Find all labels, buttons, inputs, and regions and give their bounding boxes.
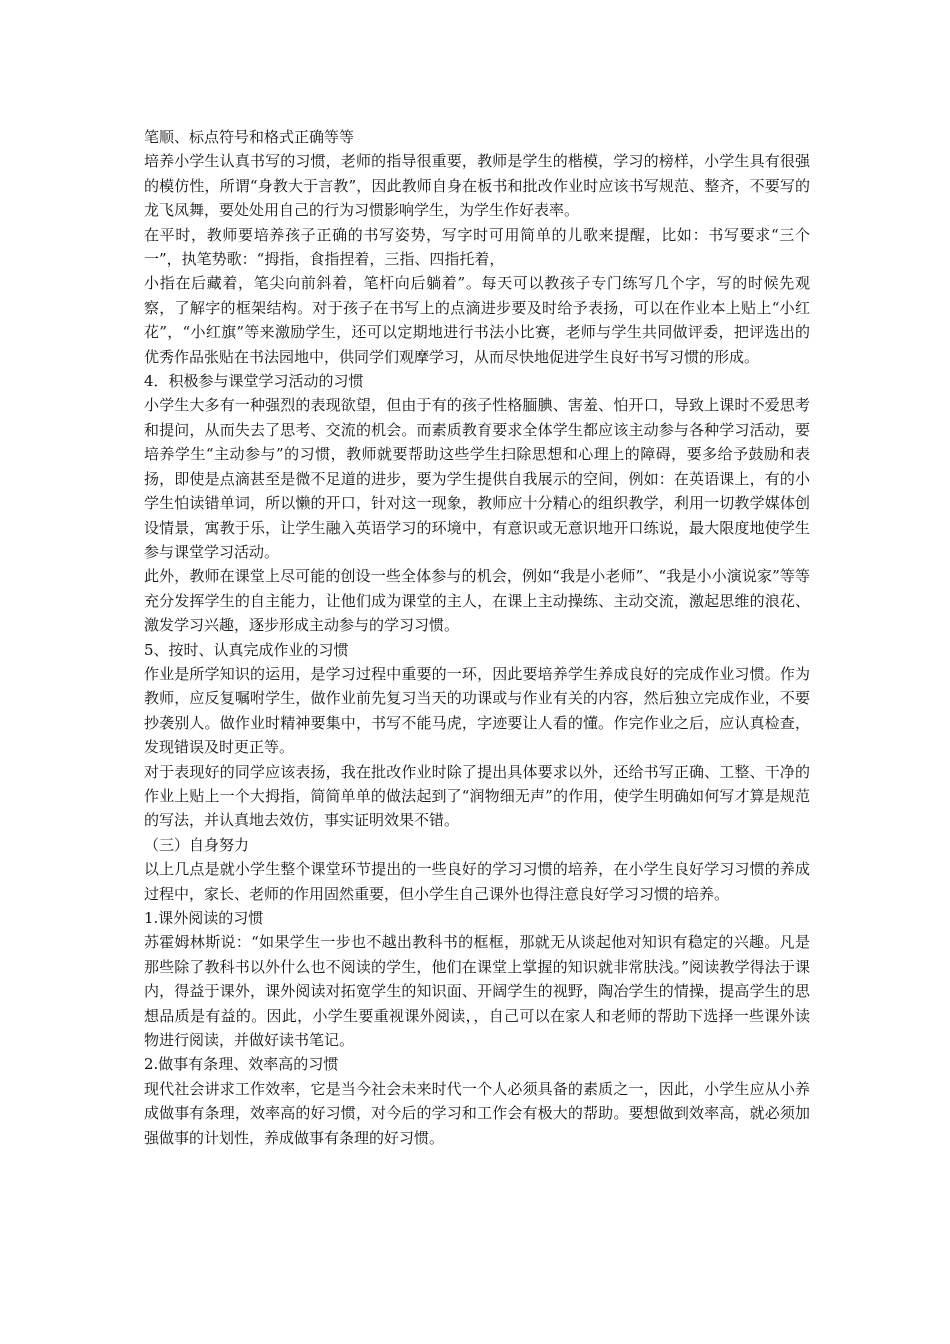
paragraph: 以上几点是就小学生整个课堂环节提出的一些良好的学习习惯的培养，在小学生良好学习习惯的养成过程中，家长、老师的作用固然重要，但小学生自己课外也得注意良好学习习惯的培养。 [144, 860, 810, 903]
paragraph: 培养小学生认真书写的习惯，老师的指导很重要，教师是学生的楷模，学习的榜样，小学生具有很强的模仿性，所谓“身教大于言教”，因此教师自身在板书和批改作业时应该书写规范、整齐，不要写的龙飞凤舞，要处处用自己的行为习惯影响学生，为学生作好表率。 [144, 152, 810, 220]
paragraph: 小指在后藏着，笔尖向前斜着，笔杆向后躺着”。每天可以教孩子专门练写几个字，写的时候先观察，了解字的框架结构。对于孩子在书写上的点滴进步要及时给予表扬，可以在作业本上贴上“小红花”，“小红旗”等来激励学生，还可以定期地进行书法小比赛，老师与学生共同做评委，把评选出的优秀作品张贴在书法园地中，供同学们观摩学习，从而尽快地促进学生良好书写习惯的形成。 [144, 274, 810, 366]
paragraph: 对于表现好的同学应该表扬，我在批改作业时除了提出具体要求以外，还给书写正确、工整、干净的作业上贴上一个大拇指，简简单单的做法起到了“润物细无声”的作用，使学生明确如何写才算是规范的写法，并认真地去效仿，事实证明效果不错。 [144, 762, 810, 830]
section-heading: 4．积极参与课堂学习活动的习惯 [144, 372, 364, 391]
paragraph: 作业是所学知识的运用，是学习过程中重要的一环，因此要培养学生养成良好的完成作业习惯。作为教师，应反复嘱咐学生，做作业前先复习当天的功课或与作业有关的内容，然后独立完成作业，不要抄袭别人。做作业时精神要集中，书写不能马虎，字迹要让人看的懂。作完作业之后，应认真检查，发现错误及时更正等。 [144, 664, 810, 757]
section-heading: （三）自身努力 [144, 835, 250, 854]
section-heading: 2.做事有条理、效率高的习惯 [144, 1055, 339, 1074]
document-body [144, 125, 810, 1150]
paragraph: 笔顺、标点符号和格式正确等等 [144, 128, 355, 146]
section-heading: 1.课外阅读的习惯 [144, 909, 264, 927]
paragraph: 此外，教师在课堂上尽可能的创设一些全体参与的机会，例如“我是小老师”、“我是小小演说家”等等充分发挥学生的自主能力，让他们成为课堂的主人，在课上主动操练、主动交流，激起思维的浪花、激发学习兴趣，逐步形成主动参与的学习习惯。 [144, 567, 810, 635]
paragraph: 苏霍姆林斯说：“如果学生一步也不越出教科书的框框，那就无从谈起他对知识有稳定的兴趣。凡是那些除了教科书以外什么也不阅读的学生，他们在课堂上掌握的知识就非常肤浅。”阅读教学得法于课内，得益于课外，课外阅读对拓宽学生的知识面、开阔学生的视野，陶冶学生的情操，提高学生的思想品质是有益的。因此，小学生要重视课外阅读，，自己可以在家人和老师的帮助下选择一些课外读物进行阅读，并做好读书笔记。 [144, 933, 810, 1050]
section-heading: 5、按时、认真完成作业的习惯 [144, 640, 349, 659]
paragraph: 小学生大多有一种强烈的表现欲望，但由于有的孩子性格腼腆、害羞、怕开口，导致上课时不爱思考和提问，从而失去了思考、交流的机会。而素质教育要求全体学生都应该主动参与各种学习活动，要培养学生“主动参与”的习惯，教师就要帮助这些学生扫除思想和心理上的障碍，要多给予鼓励和表扬，即使是点滴甚至是微不足道的进步，要为学生提供自我展示的空间，例如：在英语课上，有的小学生怕读错单词，所以懒的开口，针对这一现象，教师应十分精心的组织教学，利用一切教学媒体创设情景，寓教于乐，让学生融入英语学习的环境中，有意识或无意识地开口练说，最大限度地使学生参与课堂学习活动。 [144, 396, 810, 561]
paragraph: 现代社会讲求工作效率，它是当今社会未来时代一个人必须具备的素质之一，因此，小学生应从小养成做事有条理，效率高的好习惯，对今后的学习和工作会有极大的帮助。要想做到效率高，就必须加强做事的计划性，养成做事有条理的好习惯。 [144, 1079, 810, 1147]
paragraph: 在平时，教师要培养孩子正确的书写姿势，写字时可用简单的儿歌来提醒，比如：书写要求“三个一”，执笔势歌：“拇指，食指捏着，三指、四指托着， [144, 225, 810, 269]
